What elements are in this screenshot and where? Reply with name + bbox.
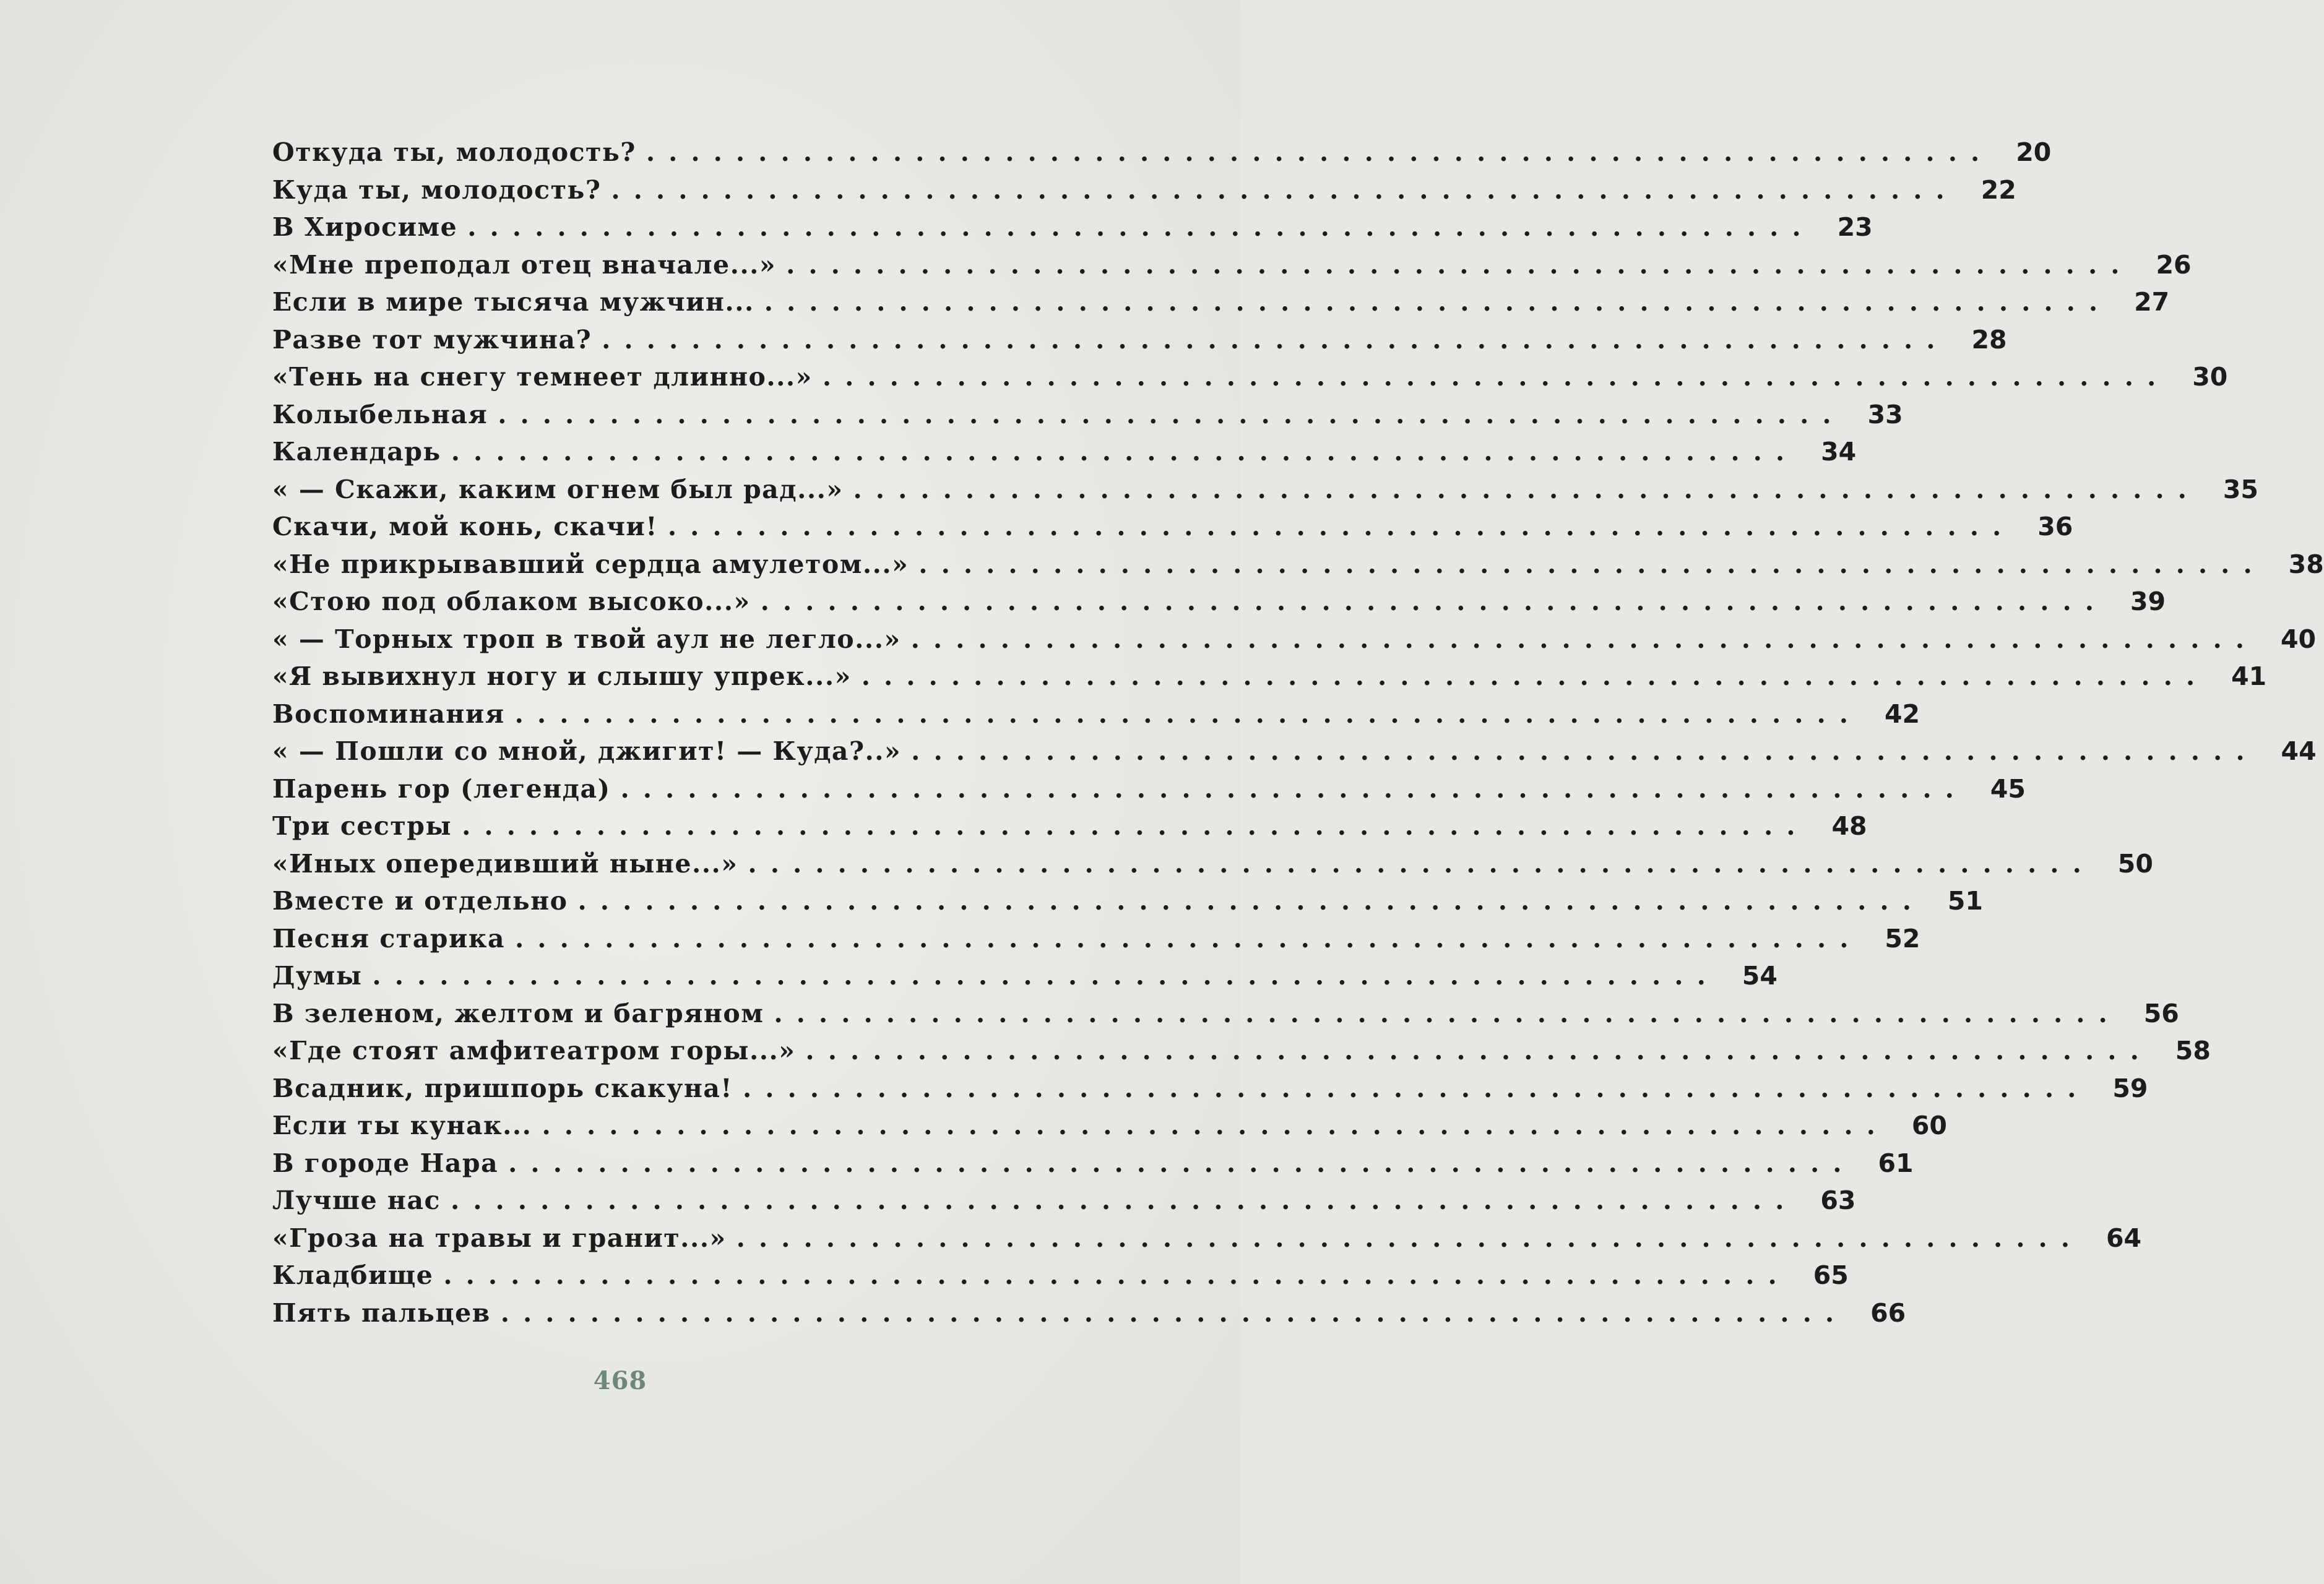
toc-entry-title: Колыбельная — [272, 399, 488, 429]
page-number: 468 — [593, 1366, 647, 1395]
toc-dot-leader: ............................................................ — [451, 437, 1799, 467]
toc-entry-page: 26 — [2156, 249, 2192, 280]
toc-entry-page: 42 — [1885, 699, 1920, 729]
toc-entry-title: Пять пальцев — [272, 1298, 491, 1328]
toc-entry — [272, 923, 1920, 962]
toc-dot-leader: ............................................................ — [450, 1186, 1798, 1215]
toc-entry-title: Вместе и отдельно — [272, 886, 568, 916]
toc-entry-page: 50 — [2117, 848, 2153, 879]
toc-entry — [272, 1260, 1849, 1298]
toc-entry — [272, 886, 1983, 924]
toc-entry — [272, 212, 1873, 250]
toc-entry — [272, 1073, 2148, 1111]
toc-entry — [272, 736, 2317, 774]
toc-entry-title: Скачи, мой конь, скачи! — [272, 512, 658, 541]
toc-entry — [272, 1223, 2142, 1261]
toc-entry-title: Думы — [272, 961, 363, 991]
toc-entry-title: Воспоминания — [272, 699, 505, 729]
toc-entry — [272, 474, 2258, 512]
toc-entry — [272, 1111, 1947, 1148]
toc-entry — [272, 287, 2170, 325]
toc-entry — [272, 1036, 2211, 1074]
toc-entry-title: «Гроза на травы и гранит...» — [272, 1223, 727, 1253]
toc-dot-leader: ............................................................ — [646, 137, 1994, 167]
toc-entry — [272, 961, 1778, 999]
toc-dot-leader: ............................................................ — [764, 287, 2112, 317]
toc-dot-leader: ............................................................ — [602, 324, 1949, 355]
toc-entry-page: 36 — [2037, 512, 2073, 541]
toc-entry-page: 58 — [2175, 1036, 2211, 1065]
toc-entry-page: 45 — [1990, 773, 2026, 804]
toc-dot-leader: ............................................................ — [861, 661, 2209, 691]
toc-entry-title: Парень гор (легенда) — [272, 773, 611, 804]
toc-entry-page: 54 — [1742, 961, 1778, 991]
toc-entry-page: 44 — [2281, 736, 2317, 766]
toc-entry — [272, 437, 1857, 475]
toc-entry-page: 23 — [1837, 212, 1873, 242]
toc-entry — [272, 362, 2228, 400]
toc-entry-title: «Иных опередивший ныне...» — [272, 848, 738, 879]
toc-entry — [272, 1148, 1914, 1186]
toc-entry-page: 59 — [2112, 1073, 2148, 1103]
toc-dot-leader: ............................................................ — [467, 212, 1815, 242]
toc-entry — [272, 811, 1867, 849]
toc-entry-title: « — Скажи, каким огнем был рад...» — [272, 474, 844, 504]
toc-entry-title: В городе Нара — [272, 1148, 499, 1178]
toc-entry-page: 34 — [1821, 437, 1857, 467]
toc-entry-title: « — Пошли со мной, джигит! — Куда?..» — [272, 736, 902, 766]
toc-entry — [272, 848, 2153, 887]
toc-dot-leader: ............................................................ — [667, 512, 2015, 541]
toc-entry-page: 65 — [1813, 1260, 1849, 1290]
toc-dot-leader: ............................................................ — [786, 249, 2133, 280]
table-of-contents — [272, 137, 2324, 1335]
toc-dot-leader: ............................................................ — [542, 1111, 1889, 1140]
toc-entry — [272, 324, 2007, 363]
toc-entry-page: 35 — [2222, 474, 2258, 504]
toc-entry-title: «Мне преподал отец вначале...» — [272, 249, 777, 280]
toc-dot-leader: ............................................................ — [853, 474, 2200, 504]
toc-dot-leader: ............................................................ — [500, 1298, 1848, 1328]
toc-entry-title: Если ты кунак... — [272, 1111, 532, 1140]
toc-entry — [272, 549, 2324, 587]
toc-entry-title: Кладбище — [272, 1260, 434, 1290]
toc-dot-leader: ............................................................ — [760, 587, 2108, 616]
toc-entry — [272, 399, 1903, 437]
toc-dot-leader: ............................................................ — [515, 923, 1862, 953]
toc-entry — [272, 512, 2073, 549]
toc-entry-title: Три сестры — [272, 811, 452, 841]
toc-dot-leader: ............................................................ — [620, 773, 1968, 804]
toc-entry-page: 52 — [1885, 923, 1920, 953]
toc-entry — [272, 587, 2166, 624]
toc-entry-page: 60 — [1911, 1111, 1947, 1140]
toc-entry-page: 38 — [2288, 549, 2324, 579]
toc-dot-leader: ............................................................ — [498, 399, 1845, 429]
toc-entry-page: 33 — [1867, 399, 1903, 429]
toc-entry-title: Всадник, пришпорь скакуна! — [272, 1073, 733, 1103]
toc-entry — [272, 773, 2026, 812]
toc-dot-leader: ............................................................ — [443, 1260, 1791, 1290]
toc-entry — [272, 661, 2267, 699]
toc-entry-page: 27 — [2134, 287, 2170, 317]
toc-entry — [272, 1298, 1906, 1336]
toc-entry — [272, 249, 2192, 288]
toc-entry-title: Лучше нас — [272, 1186, 441, 1215]
toc-dot-leader: ............................................................ — [910, 624, 2258, 654]
toc-dot-leader: ............................................................ — [736, 1223, 2084, 1253]
toc-dot-leader: ............................................................ — [577, 886, 1925, 916]
toc-entry — [272, 699, 1920, 737]
toc-dot-leader: ............................................................ — [918, 549, 2266, 579]
toc-entry-title: В зеленом, желтом и багряном — [272, 998, 764, 1028]
toc-entry — [272, 174, 2016, 213]
toc-entry-title: Песня старика — [272, 923, 506, 953]
toc-entry-page: 61 — [1878, 1148, 1914, 1178]
toc-entry-page: 64 — [2106, 1223, 2142, 1253]
toc-entry — [272, 1186, 1856, 1223]
toc-dot-leader: ............................................................ — [611, 174, 1958, 205]
toc-dot-leader: ............................................................ — [805, 1036, 2153, 1065]
toc-dot-leader: ............................................................ — [514, 699, 1862, 729]
toc-entry-title: «Не прикрывавший сердца амулетом...» — [272, 549, 909, 579]
toc-entry-title: «Стою под облаком высоко...» — [272, 587, 751, 616]
toc-dot-leader: ............................................................ — [822, 362, 2170, 392]
toc-entry — [272, 137, 2052, 175]
toc-entry-page: 63 — [1820, 1186, 1856, 1215]
toc-entry-title: Куда ты, молодость? — [272, 174, 602, 205]
toc-entry-page: 20 — [2016, 137, 2052, 167]
toc-entry-title: «Где стоят амфитеатром горы...» — [272, 1036, 796, 1065]
toc-entry-page: 56 — [2143, 998, 2179, 1028]
toc-entry-title: Если в мире тысяча мужчин... — [272, 287, 754, 317]
toc-dot-leader: ............................................................ — [774, 998, 2121, 1028]
toc-entry-page: 39 — [2130, 587, 2166, 616]
toc-dot-leader: ............................................................ — [742, 1073, 2090, 1103]
toc-entry-title: Откуда ты, молодость? — [272, 137, 636, 167]
toc-entry-title: « — Торных троп в твой аул не легло...» — [272, 624, 901, 654]
toc-entry-page: 22 — [1981, 174, 2016, 205]
toc-entry-page: 41 — [2231, 661, 2267, 691]
toc-entry-page: 48 — [1831, 811, 1867, 841]
toc-entry-page: 28 — [1971, 324, 2007, 355]
toc-dot-leader: ............................................................ — [462, 811, 1809, 841]
toc-entry-title: В Хиросиме — [272, 212, 458, 242]
toc-entry-title: «Тень на снегу темнеет длинно...» — [272, 362, 813, 392]
toc-entry-page: 66 — [1870, 1298, 1906, 1328]
toc-entry-page: 40 — [2280, 624, 2317, 654]
toc-entry-title: Разве тот мужчина? — [272, 324, 592, 355]
toc-entry-title: «Я вывихнул ногу и слышу упрек...» — [272, 661, 852, 691]
toc-dot-leader: ............................................................ — [911, 736, 2258, 766]
toc-entry-page: 30 — [2192, 362, 2228, 392]
toc-entry — [272, 998, 2179, 1036]
toc-dot-leader: ............................................................ — [748, 848, 2095, 879]
toc-entry-title: Календарь — [272, 437, 441, 467]
toc-dot-leader: ............................................................ — [508, 1148, 1855, 1178]
toc-dot-leader: ............................................................ — [372, 961, 1719, 991]
toc-entry — [272, 624, 2317, 662]
toc-entry-page: 51 — [1947, 886, 1983, 916]
